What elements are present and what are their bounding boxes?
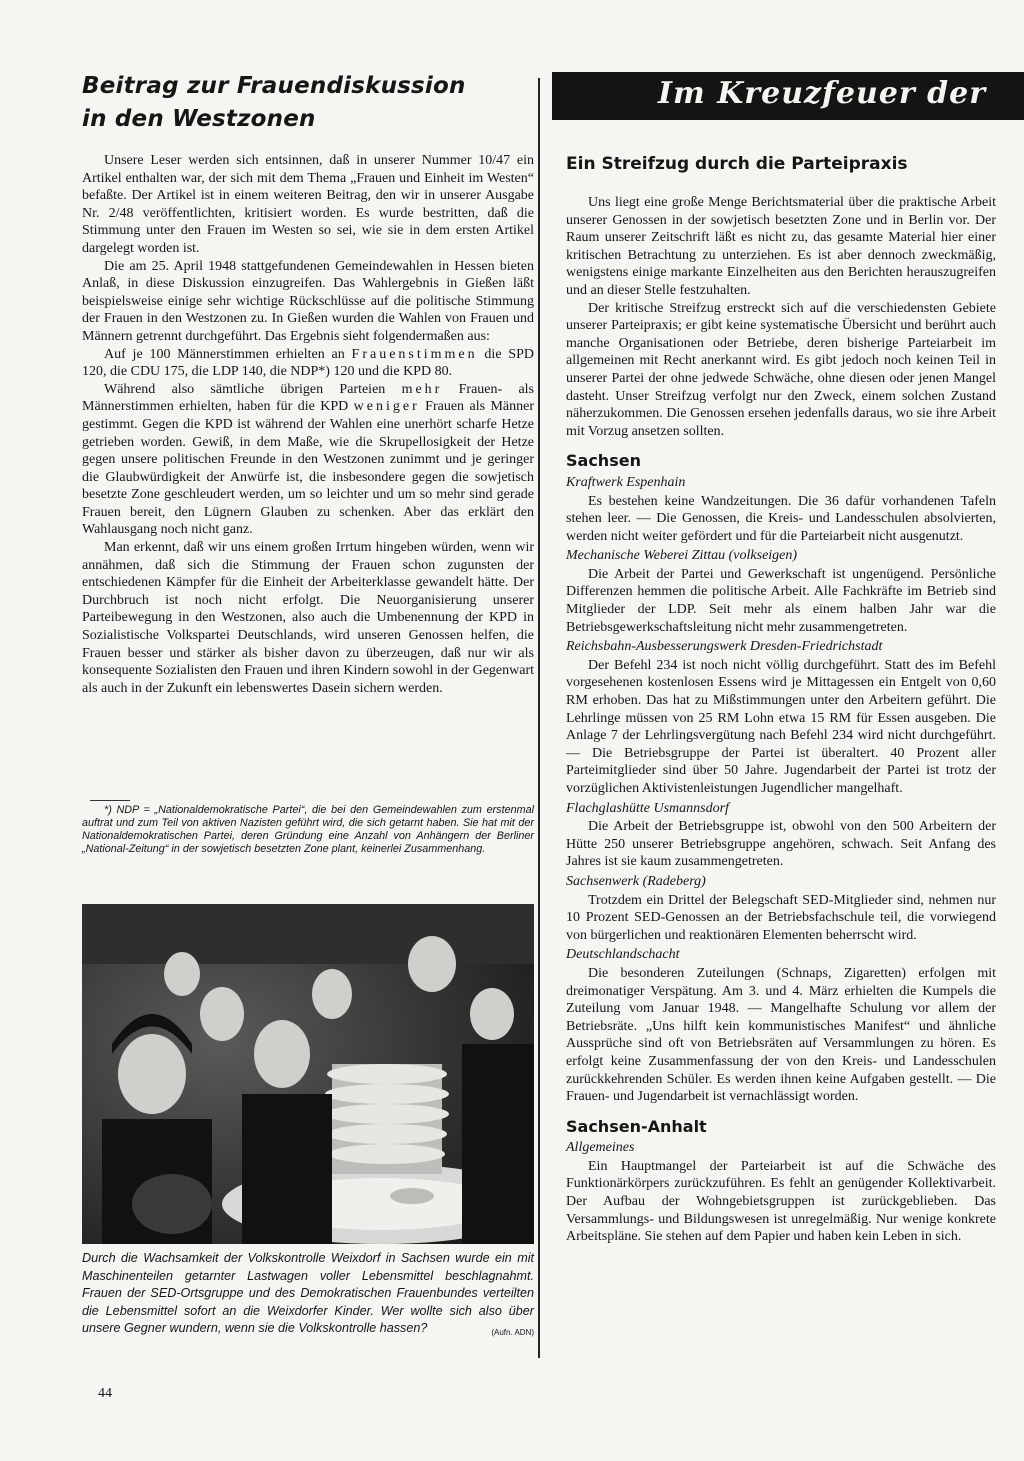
feature-body bbox=[566, 194, 996, 1246]
subheading-kraftwerk-espenhain: Kraftwerk Espenhain bbox=[566, 474, 686, 490]
children-eating-photo-illustration bbox=[82, 904, 534, 1244]
article-title-line2: in den Westzonen bbox=[82, 106, 316, 132]
report-weberei-zittau: Die Arbeit der Partei und Gewerkschaft ist ungenügend. Persönliche Differenzen hemmen die politische Arbeit. Alle Fachkräfte im Betrieb sind Mitglieder der LDP. Seit mehr als einem halben Jahr war die Betriebsgewerkschaftsleitung nicht mehr zusammengetreten. bbox=[566, 566, 996, 635]
page-number: 44 bbox=[98, 1386, 112, 1401]
photo-credit: (Aufn. ADN) bbox=[491, 1328, 534, 1338]
footnote: *) NDP = „Nationaldemokratische Partei“, die bei den Gemeindewahlen zum erstenmal auftrat und zum Teil von aktiven Nazisten geführt wird, die sich getarnt haben. Sie hat mit der Nationaldemokratischen Partei, deren Gründung eine Anzahl von Anhängern der Berliner „National-Zeitung“ in der sowjetisch besetzten Zone plant, keinerlei Zusammenhang. bbox=[82, 804, 534, 855]
section-banner bbox=[552, 72, 1024, 120]
subheading-weberei-zittau: Mechanische Weberei Zittau (volkseigen) bbox=[566, 548, 798, 564]
section-heading-sachsen: Sachsen bbox=[566, 451, 641, 471]
report-allgemeines: Ein Hauptmangel der Parteiarbeit ist auf die Schwäche des Funktionärkörpers zurückzuführen. Es fehlt an genügender Kollektivarbeit. Der Aufbau der Wohngebietsgruppen ist zurückgeblieben. Das Versammlungs- und Bildungswesen ist unregelmäßig. Nur wenige konkrete Arbeitspläne. Sie stehen auf dem Papier und haben kein Leben in sich. bbox=[566, 1158, 996, 1245]
report-reichsbahn-dresden: Der Befehl 234 ist noch nicht völlig durchgeführt. Statt des im Befehl vorgesehenen kostenlosen Essens wird je Mittagessen ein Entgelt von 0,60 RM erhoben. Das hat zu Mißstimmungen unter den Arbeitern geführt. Die Lehrlinge müssen von 25 RM Lohn etwa 15 RM für Essen ausgeben. Die Anlage 7 der Lehrlingsvergütung nach Befehl 234 wird nicht durchgeführt. — Die Betriebsgruppe der Partei ist überaltert. 40 Prozent aller Parteimitglieder sind über 50 Jahre. Jugendarbeit der Partei ist trotz der vorzüglichen Aktivistenleistungen Jugendlicher mangelhaft. bbox=[566, 657, 996, 796]
section-heading-sachsen-anhalt: Sachsen-Anhalt bbox=[566, 1116, 707, 1136]
subheading-flachglashuette: Flachglashütte Usmannsdorf bbox=[566, 800, 729, 816]
paragraph-4-text-c: Frauen als Männer gestimmt. Gegen die KPD ist während der Wahlen eine unerhört scharfe Hetze getrieben worden. Gewiß, in dem Maße, wie die Skrupellosigkeit der Hetze gegen unsere politischen Freunde in den Westzonen zunimmt und je geringer die Glaubwürdigkeit der Anwürfe ist, die insbesondere gegen die sowjetisch besetzte Zone geschleudert werden, um so leichter und um so mehr sind gerade Frauen bereit, den Lügnern Glauben zu schenken. Aber das erklärt den Wahlausgang noch nicht ganz. bbox=[82, 399, 534, 538]
article-title-line1: Beitrag zur Frauendiskussion bbox=[82, 73, 466, 99]
paragraph-3-text-a: Auf je 100 Männerstimmen erhielten an bbox=[104, 346, 352, 362]
feature-intro-2: Der kritische Streifzug erstreckt sich auf die verschiedensten Gebiete unserer Parteipraxis; er gibt keine systematische Übersicht und berührt auch manche Organisationen oder Betriebe, deren bisherige Parteiarbeit im allgemeinen mit Recht anerkannt wird. Es gibt jedoch noch keinen Teil in unserer Partei der ohne jedwede Schwäche, ohne diesen oder jenen Mangel dasteht. Unser Streifzug verfolgt nur den Zweck, einem solchen Zustand näherzukommen. Die Genossen ersehen jedenfalls daraus, wo sie ihre Arbeit mit Vorzug ansetzen sollten. bbox=[566, 300, 996, 439]
article-paragraph-3 bbox=[82, 346, 534, 381]
section-banner-text: Im Kreuzfeuer der bbox=[658, 76, 987, 111]
photo-caption-text: Durch die Wachsamkeit der Volkskontrolle Weixdorf in Sachsen wurde ein mit Maschinenteilen getarnter Lastwagen voller Lebensmittel beschlagnahmt. Frauen der SED-Ortsgruppe und des Demokratischen Frauenbundes verteilten die Lebensmittel sofort an die Weixdorfer Kinder. Wer wollte sich also über unsere Gegner wundern, wenn sie die Volkskontrolle hassen? bbox=[82, 1251, 534, 1336]
report-flachglashuette: Die Arbeit der Betriebsgruppe ist, obwohl von den 500 Arbeitern der Hütte 250 unserer Betriebsgruppe angehören, schwach. Seit Anfang des Jahres ist sie kaum zusammengetreten. bbox=[566, 819, 996, 870]
subheading-allgemeines: Allgemeines bbox=[566, 1140, 635, 1156]
photo-caption bbox=[82, 1250, 534, 1342]
news-photo bbox=[82, 904, 534, 1244]
footnote-divider bbox=[90, 800, 130, 801]
subheading-deutschlandschacht: Deutschlandschacht bbox=[566, 947, 680, 963]
paragraph-4-text-a: Während also sämtliche übrigen Parteien bbox=[104, 381, 402, 397]
column-divider bbox=[538, 78, 540, 1358]
report-deutschlandschacht: Die besonderen Zuteilungen (Schnaps, Zigaretten) erfolgen mit dreimonatiger Verspätung. Am 3. und 4. März erhielten die Kumpels die Zuteilung vom Januar 1948. — Mangelhafte Schulung vor allem der Betriebsräte. „Uns hilft kein kommunistisches Manifest“ und ähnliche Aussprüche sind oft von Betriebsräten auf Versammlungen zu hören. Es erfolgt keine Zusammenfassung der von den Kreis- und Landesschulen zurückkehrenden Schüler. Es werden ihnen keine Aufgaben gestellt. — Die Frauen- und Jugendarbeit ist vernachlässigt worden. bbox=[566, 965, 996, 1105]
article-body bbox=[82, 152, 534, 697]
article-paragraph-5: Man erkennt, daß wir uns einem großen Irrtum hingeben würden, wenn wir annähmen, daß sich die Stimmung der Frauen schon zugunsten der entschiedenen Kämpfer für die Einheit der Arbeiterklasse gewandelt hätte. Der Durchbruch ist noch nicht erfolgt. Die Neuorganisierung unserer Parteibewegung in den Westzonen, also auch die Umbenennung der KPD in Sozialistische Volkspartei Deutschlands, wird unseren Genossen helfen, die Frauen besser und stärker als bisher davon zu überzeugen, daß nur wir als konsequente Sozialisten den Frauen und ihren Kindern sowohl in der Gegenwart als auch in der Zukunft ein lebenswertes Dasein sichern werden. bbox=[82, 540, 534, 696]
article-paragraph-1: Unsere Leser werden sich entsinnen, daß in unserer Nummer 10/47 ein Artikel enthalten war, der sich mit dem Thema „Frauen und Einheit im Westen“ befaßte. Der Artikel ist in einem weiteren Beitrag, den wir in unserer Ausgabe Nr. 2/48 veröffentlichten, kritisiert worden. Es wurde bestritten, daß die Stimmung unter den Frauen im Westen so sei, wie sie in dem ersten Artikel dargelegt worden ist. bbox=[82, 153, 534, 256]
article-paragraph-4 bbox=[82, 381, 534, 539]
subheading-reichsbahn-dresden: Reichsbahn-Ausbesserungswerk Dresden-Friedrichstadt bbox=[566, 639, 883, 655]
feature-intro-1: Uns liegt eine große Menge Berichtsmaterial über die praktische Arbeit unserer Genossen in der sowjetisch besetzten Zone und in Berlin vor. Der Raum unserer Zeitschrift läßt es nicht zu, das gesamte Material hier einer kritischen Betrachtung zu unterziehen. Es ist aber dennoch zweckmäßig, wenigstens einige markante Einzelheiten aus den Berichten herauszugreifen und an dieser Stelle festzuhalten. bbox=[566, 195, 996, 298]
article-paragraph-2: Die am 25. April 1948 stattgefundenen Gemeindewahlen in Hessen bieten Anlaß, in diese Diskussion einzugreifen. Das Wahlergebnis in Gießen läßt beispielsweise einige sehr wichtige Rückschlüsse auf die politische Stimmung der Frauen in den Westzonen zu. In Gießen wurden die Wahlen von Frauen und Männern getrennt durchgeführt. Das Ergebnis sieht folgendermaßen aus: bbox=[82, 258, 534, 344]
subheading-sachsenwerk: Sachsenwerk (Radeberg) bbox=[566, 873, 706, 889]
paragraph-3-text-b: die SPD 120, die CDU 175, die LDP 140, die NDP*) 120 und die KPD 80. bbox=[82, 346, 534, 380]
emphasis-frauenstimmen: Frauenstimmen bbox=[351, 346, 478, 362]
emphasis-weniger: weniger bbox=[353, 399, 420, 415]
article-title bbox=[82, 70, 534, 136]
paragraph-4-text-b: Frauen- als Männerstimmen erhielten, haben für die KPD bbox=[82, 381, 535, 415]
report-kraftwerk-espenhain: Es bestehen keine Wandzeitungen. Die 36 dafür vorhandenen Tafeln stehen leer. — Die Genossen, die Kreis- und Landesschulen absolvierten, werden nicht weiter gefördert und für die Parteiarbeit nicht ausgenutzt. bbox=[566, 493, 996, 544]
emphasis-mehr: mehr bbox=[401, 381, 443, 397]
report-sachsenwerk: Trotzdem ein Drittel der Belegschaft SED-Mitglieder sind, nehmen nur 10 Prozent SED-Genossen an der Betriebsfachschule teil, die vorwiegend von bürgerlichen und reaktionären Elementen beherrscht wird. bbox=[566, 892, 996, 943]
feature-title: Ein Streifzug durch die Parteipraxis bbox=[566, 154, 908, 174]
